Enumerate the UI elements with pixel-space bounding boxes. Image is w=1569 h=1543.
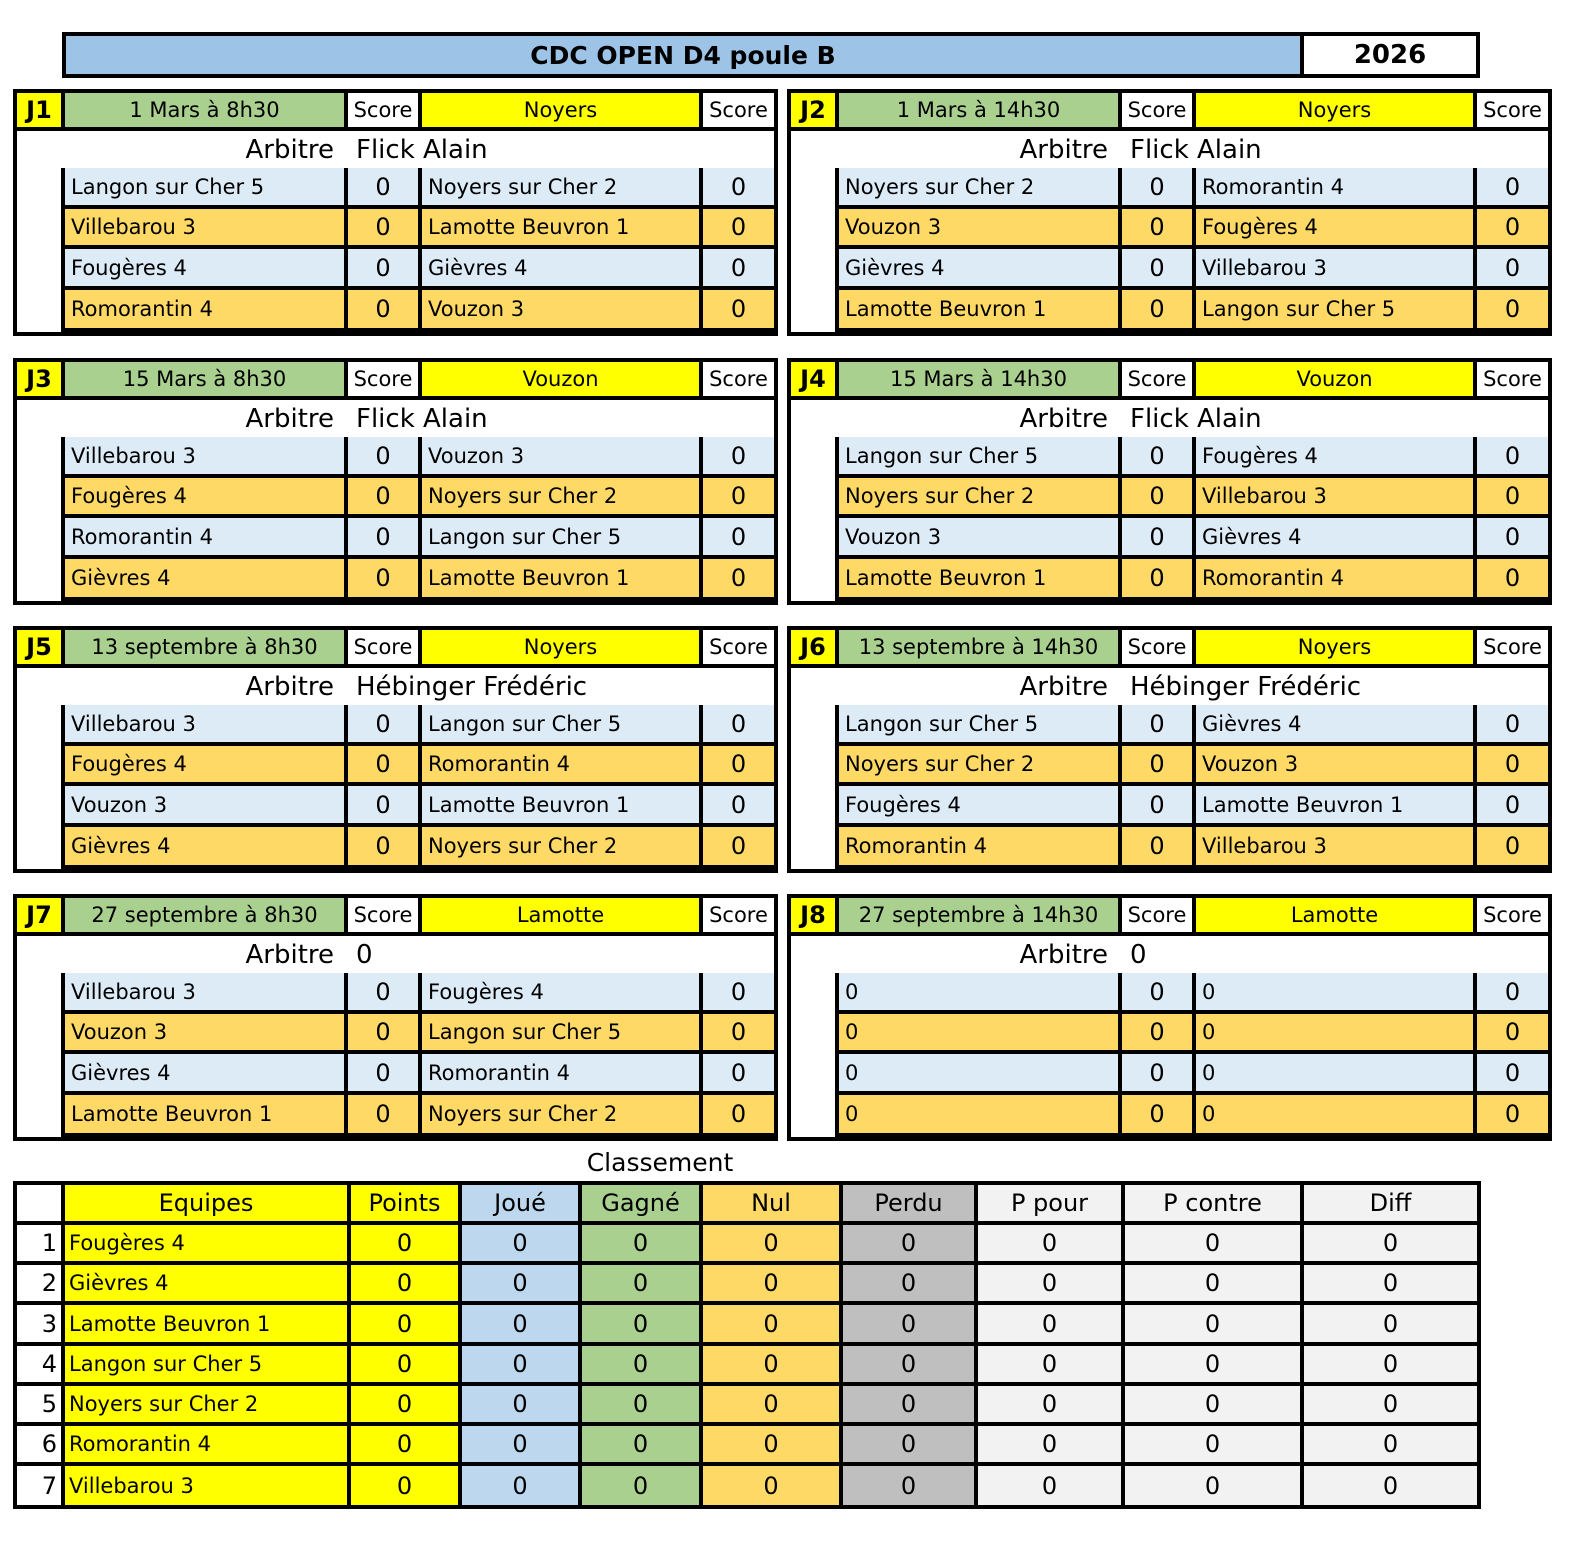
standings-value: 0 [1125,1225,1300,1261]
home-team: Vouzon 3 [839,518,1118,555]
home-score: 0 [348,249,418,286]
home-score: 0 [348,705,418,742]
standings-value: 0 [1125,1346,1300,1382]
home-score: 0 [1122,168,1192,205]
standings-value: 0 [703,1426,839,1462]
away-score: 0 [703,249,774,286]
standings-value: 0 [1304,1426,1477,1462]
journee-block [787,626,1552,873]
standings-table [13,1181,1481,1509]
home-score: 0 [1122,478,1192,514]
standings-header-1: Points [351,1185,458,1221]
standings-header-7: P contre [1125,1185,1300,1221]
home-team: 0 [839,1014,1118,1050]
home-score: 0 [1122,290,1192,328]
journee-location: Vouzon [422,362,699,396]
home-team: Gièvres 4 [65,1054,344,1091]
home-team: 0 [839,1095,1118,1133]
standings-value: 0 [703,1386,839,1422]
standings-value: 0 [582,1426,699,1462]
score-header: Score [703,898,774,932]
away-team: Romorantin 4 [422,746,699,782]
home-score: 0 [348,518,418,555]
standings-value: 0 [462,1386,578,1422]
standings-team: Fougères 4 [65,1225,347,1261]
standings-value: 0 [703,1265,839,1301]
away-team: 0 [1196,973,1473,1010]
rank-number: 1 [17,1225,61,1261]
home-team: Romorantin 4 [839,827,1118,865]
away-team: Langon sur Cher 5 [422,705,699,742]
arbitre-name: Flick Alain [1118,131,1548,168]
away-score: 0 [1477,1014,1548,1050]
score-header: Score [1122,362,1192,396]
home-team: Lamotte Beuvron 1 [65,1095,344,1133]
home-score: 0 [1122,1014,1192,1050]
journee-label: J4 [791,362,835,396]
home-score: 0 [1122,559,1192,597]
standings-team: Villebarou 3 [65,1466,347,1505]
standings-value: 0 [582,1265,699,1301]
away-score: 0 [703,746,774,782]
away-team: Noyers sur Cher 2 [422,478,699,514]
standings-value: 0 [978,1386,1121,1422]
standings-team: Lamotte Beuvron 1 [65,1305,347,1342]
standings-value: 0 [703,1305,839,1342]
score-header: Score [348,630,418,664]
away-score: 0 [1477,168,1548,205]
away-score: 0 [703,1054,774,1091]
home-score: 0 [1122,209,1192,245]
standings-value: 0 [351,1466,458,1505]
score-header: Score [348,93,418,127]
score-header: Score [703,362,774,396]
page-title: CDC OPEN D4 poule B [62,32,1304,78]
away-score: 0 [1477,518,1548,555]
away-team: Lamotte Beuvron 1 [422,786,699,823]
standings-value: 0 [703,1346,839,1382]
journee-label: J2 [791,93,835,127]
journee-label: J8 [791,898,835,932]
home-team: Villebarou 3 [65,437,344,474]
journee-location: Noyers [1196,630,1473,664]
away-team: Vouzon 3 [422,290,699,328]
home-score: 0 [348,1014,418,1050]
away-team: Villebarou 3 [1196,827,1473,865]
home-team: Noyers sur Cher 2 [839,168,1118,205]
standings-value: 0 [703,1466,839,1505]
home-team: Fougères 4 [839,786,1118,823]
away-team: Gièvres 4 [1196,705,1473,742]
home-team: Noyers sur Cher 2 [839,478,1118,514]
standings-value: 0 [582,1466,699,1505]
arbitre-name: 0 [1118,936,1548,973]
standings-value: 0 [351,1346,458,1382]
away-team: 0 [1196,1014,1473,1050]
away-team: Fougères 4 [422,973,699,1010]
away-score: 0 [703,290,774,328]
standings-value: 0 [1304,1305,1477,1342]
standings-value: 0 [978,1225,1121,1261]
home-score: 0 [348,827,418,865]
score-header: Score [1477,630,1548,664]
journee-date: 15 Mars à 8h30 [65,362,344,396]
standings-value: 0 [978,1466,1121,1505]
home-score: 0 [348,290,418,328]
home-score: 0 [1122,518,1192,555]
home-score: 0 [1122,827,1192,865]
standings-value: 0 [843,1426,974,1462]
away-score: 0 [703,437,774,474]
home-score: 0 [348,786,418,823]
journee-label: J6 [791,630,835,664]
away-team: Romorantin 4 [1196,168,1473,205]
standings-value: 0 [1304,1346,1477,1382]
home-team: 0 [839,1054,1118,1091]
arbitre-label: Arbitre [17,668,344,705]
home-score: 0 [1122,746,1192,782]
standings-value: 0 [351,1426,458,1462]
journee-block [787,89,1552,336]
standings-header-8: Diff [1304,1185,1477,1221]
score-header: Score [348,362,418,396]
standings-value: 0 [1304,1386,1477,1422]
journee-location: Noyers [422,630,699,664]
score-header: Score [1122,898,1192,932]
row-margin [17,437,61,601]
standings-header-2: Joué [462,1185,578,1221]
away-team: Vouzon 3 [422,437,699,474]
score-header: Score [703,93,774,127]
home-team: Vouzon 3 [839,209,1118,245]
row-margin [17,705,61,869]
standings-value: 0 [462,1265,578,1301]
away-score: 0 [703,518,774,555]
away-team: Gièvres 4 [422,249,699,286]
home-team: Lamotte Beuvron 1 [839,559,1118,597]
away-score: 0 [1477,746,1548,782]
away-score: 0 [1477,1095,1548,1133]
away-score: 0 [703,209,774,245]
standings-value: 0 [351,1386,458,1422]
journee-date: 27 septembre à 14h30 [839,898,1118,932]
standings-value: 0 [703,1225,839,1261]
standings-value: 0 [843,1466,974,1505]
home-team: Gièvres 4 [839,249,1118,286]
arbitre-name: Hébinger Frédéric [1118,668,1548,705]
journee-label: J5 [17,630,61,664]
standings-value: 0 [351,1265,458,1301]
home-score: 0 [348,437,418,474]
score-header: Score [1477,93,1548,127]
arbitre-label: Arbitre [791,131,1118,168]
home-team: Noyers sur Cher 2 [839,746,1118,782]
standings-header-4: Nul [703,1185,839,1221]
arbitre-name: Flick Alain [1118,400,1548,437]
score-header: Score [1477,898,1548,932]
home-team: Romorantin 4 [65,290,344,328]
arbitre-label: Arbitre [791,400,1118,437]
away-team: Noyers sur Cher 2 [422,168,699,205]
journee-location: Noyers [1196,93,1473,127]
home-score: 0 [1122,786,1192,823]
home-team: Villebarou 3 [65,209,344,245]
home-team: Gièvres 4 [65,559,344,597]
journee-date: 13 septembre à 8h30 [65,630,344,664]
away-team: Villebarou 3 [1196,249,1473,286]
standings-value: 0 [351,1225,458,1261]
away-team: 0 [1196,1095,1473,1133]
standings-team: Gièvres 4 [65,1265,347,1301]
home-team: Villebarou 3 [65,705,344,742]
away-team: Fougères 4 [1196,437,1473,474]
away-score: 0 [703,1095,774,1133]
away-team: Romorantin 4 [1196,559,1473,597]
rank-number: 7 [17,1466,61,1505]
rank-number: 6 [17,1426,61,1462]
home-score: 0 [348,478,418,514]
journee-label: J7 [17,898,61,932]
standings-value: 0 [843,1346,974,1382]
journee-location: Noyers [422,93,699,127]
score-header: Score [348,898,418,932]
standings-value: 0 [1304,1265,1477,1301]
away-score: 0 [703,478,774,514]
away-team: 0 [1196,1054,1473,1091]
standings-header-6: P pour [978,1185,1121,1221]
home-score: 0 [348,746,418,782]
arbitre-name: Hébinger Frédéric [344,668,774,705]
away-team: Lamotte Beuvron 1 [422,559,699,597]
rank-number: 4 [17,1346,61,1382]
standings-value: 0 [978,1305,1121,1342]
standings-team: Noyers sur Cher 2 [65,1386,347,1422]
journee-date: 27 septembre à 8h30 [65,898,344,932]
standings-value: 0 [1125,1426,1300,1462]
arbitre-name: Flick Alain [344,131,774,168]
home-score: 0 [348,559,418,597]
standings-team: Romorantin 4 [65,1426,347,1462]
home-team: Vouzon 3 [65,786,344,823]
standings-value: 0 [462,1225,578,1261]
journee-block [787,358,1552,605]
standings-value: 0 [1125,1466,1300,1505]
home-score: 0 [1122,705,1192,742]
away-team: Langon sur Cher 5 [422,518,699,555]
journee-block [13,894,778,1141]
away-team: Lamotte Beuvron 1 [1196,786,1473,823]
journee-location: Lamotte [1196,898,1473,932]
standings-value: 0 [843,1305,974,1342]
home-team: Romorantin 4 [65,518,344,555]
arbitre-name: 0 [344,936,774,973]
standings-header-0: Equipes [65,1185,347,1221]
standings-value: 0 [462,1426,578,1462]
score-header: Score [1122,93,1192,127]
standings-value: 0 [462,1346,578,1382]
away-score: 0 [703,1014,774,1050]
standings-team: Langon sur Cher 5 [65,1346,347,1382]
journee-block [13,89,778,336]
away-team: Gièvres 4 [1196,518,1473,555]
arbitre-name: Flick Alain [344,400,774,437]
score-header: Score [1477,362,1548,396]
away-team: Romorantin 4 [422,1054,699,1091]
row-margin [791,973,835,1137]
away-score: 0 [703,973,774,1010]
standings-value: 0 [843,1265,974,1301]
standings-value: 0 [351,1305,458,1342]
journee-block [13,358,778,605]
standings-value: 0 [462,1305,578,1342]
standings-value: 0 [978,1426,1121,1462]
arbitre-label: Arbitre [17,400,344,437]
away-team: Lamotte Beuvron 1 [422,209,699,245]
standings-value: 0 [582,1305,699,1342]
away-score: 0 [1477,827,1548,865]
away-team: Vouzon 3 [1196,746,1473,782]
row-margin [791,437,835,601]
away-team: Noyers sur Cher 2 [422,827,699,865]
rank-number: 2 [17,1265,61,1301]
journee-date: 1 Mars à 14h30 [839,93,1118,127]
home-team: Fougères 4 [65,249,344,286]
home-team: Villebarou 3 [65,973,344,1010]
row-margin [17,973,61,1137]
standings-value: 0 [843,1225,974,1261]
home-team: Fougères 4 [65,746,344,782]
rank-number: 3 [17,1305,61,1342]
away-score: 0 [703,559,774,597]
away-score: 0 [1477,209,1548,245]
home-team: Vouzon 3 [65,1014,344,1050]
standings-value: 0 [1304,1466,1477,1505]
away-score: 0 [1477,290,1548,328]
away-score: 0 [1477,437,1548,474]
home-score: 0 [348,168,418,205]
arbitre-label: Arbitre [791,936,1118,973]
journee-date: 15 Mars à 14h30 [839,362,1118,396]
home-team: Langon sur Cher 5 [65,168,344,205]
away-team: Noyers sur Cher 2 [422,1095,699,1133]
journee-location: Vouzon [1196,362,1473,396]
journee-block [787,894,1552,1141]
standings-value: 0 [582,1225,699,1261]
standings-value: 0 [582,1386,699,1422]
away-team: Villebarou 3 [1196,478,1473,514]
journee-date: 1 Mars à 8h30 [65,93,344,127]
away-score: 0 [703,786,774,823]
arbitre-label: Arbitre [17,131,344,168]
home-score: 0 [348,1054,418,1091]
home-team: Lamotte Beuvron 1 [839,290,1118,328]
home-team: Langon sur Cher 5 [839,705,1118,742]
journee-block [13,626,778,873]
standings-header-5: Perdu [843,1185,974,1221]
rank-number: 5 [17,1386,61,1422]
standings-value: 0 [1125,1305,1300,1342]
score-header: Score [1122,630,1192,664]
away-team: Langon sur Cher 5 [422,1014,699,1050]
away-score: 0 [1477,249,1548,286]
away-score: 0 [703,827,774,865]
home-score: 0 [348,1095,418,1133]
away-team: Fougères 4 [1196,209,1473,245]
standings-value: 0 [978,1346,1121,1382]
standings-value: 0 [978,1265,1121,1301]
home-score: 0 [1122,1095,1192,1133]
away-score: 0 [1477,559,1548,597]
home-team: Gièvres 4 [65,827,344,865]
home-score: 0 [1122,437,1192,474]
arbitre-label: Arbitre [17,936,344,973]
standings-value: 0 [1125,1265,1300,1301]
away-team: Langon sur Cher 5 [1196,290,1473,328]
score-header: Score [703,630,774,664]
year-label: 2026 [1304,32,1480,78]
standings-value: 0 [1125,1386,1300,1422]
standings-header-3: Gagné [582,1185,699,1221]
away-score: 0 [703,168,774,205]
home-score: 0 [1122,249,1192,286]
standings-value: 0 [582,1346,699,1382]
home-team: Fougères 4 [65,478,344,514]
away-score: 0 [1477,786,1548,823]
rank-header-blank [17,1185,61,1221]
home-team: 0 [839,973,1118,1010]
standings-value: 0 [843,1386,974,1422]
home-score: 0 [1122,973,1192,1010]
journee-location: Lamotte [422,898,699,932]
row-margin [791,705,835,869]
away-score: 0 [1477,1054,1548,1091]
home-score: 0 [1122,1054,1192,1091]
home-score: 0 [348,209,418,245]
away-score: 0 [703,705,774,742]
journee-date: 13 septembre à 14h30 [839,630,1118,664]
away-score: 0 [1477,478,1548,514]
classement-title: Classement [586,1147,734,1177]
arbitre-label: Arbitre [791,668,1118,705]
journee-label: J3 [17,362,61,396]
away-score: 0 [1477,705,1548,742]
away-score: 0 [1477,973,1548,1010]
journee-label: J1 [17,93,61,127]
standings-value: 0 [1304,1225,1477,1261]
row-margin [791,168,835,332]
row-margin [17,168,61,332]
home-score: 0 [348,973,418,1010]
home-team: Langon sur Cher 5 [839,437,1118,474]
standings-value: 0 [462,1466,578,1505]
